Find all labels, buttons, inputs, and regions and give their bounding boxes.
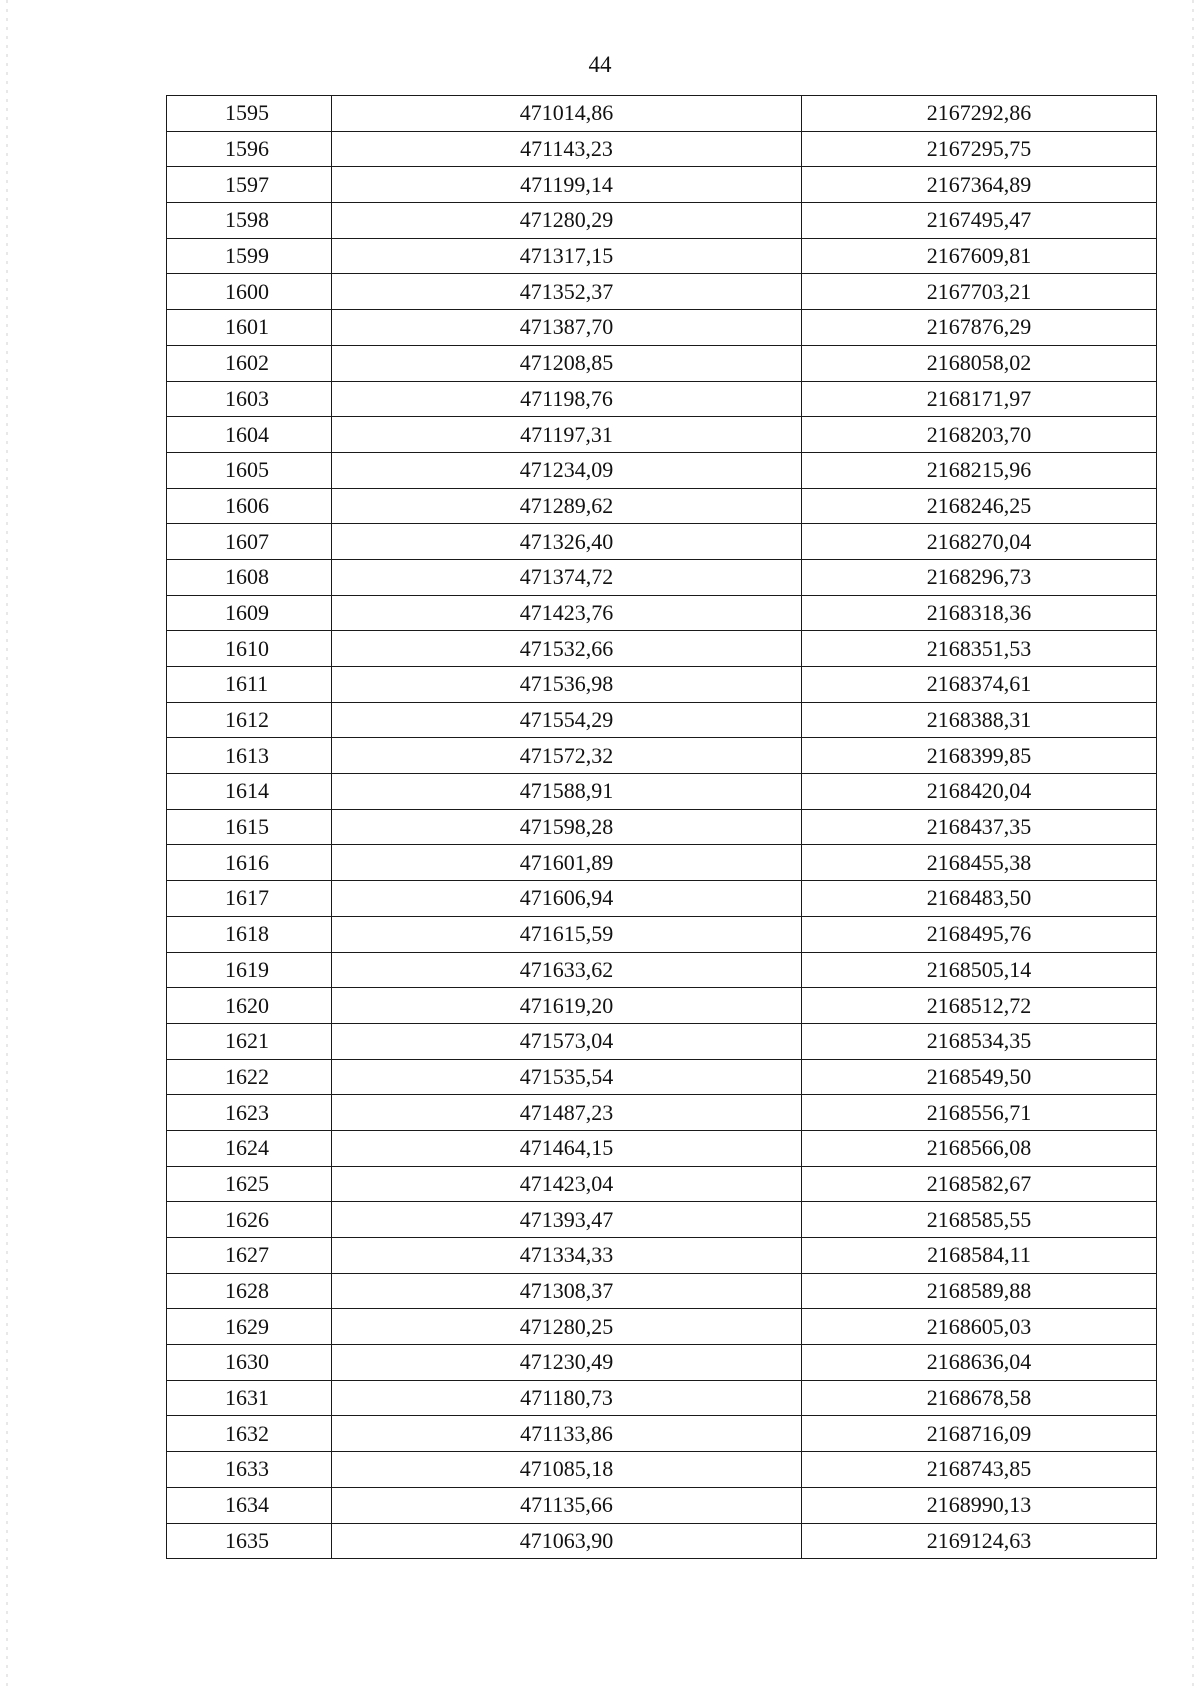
table-row: [167, 1487, 1157, 1523]
point-number-cell: 1628: [167, 1273, 332, 1309]
y-coordinate-cell: 2167295,75: [802, 131, 1157, 167]
x-coordinate-cell: 471197,31: [332, 417, 802, 453]
table-row: [167, 952, 1157, 988]
x-coordinate-cell: 471387,70: [332, 310, 802, 346]
table-row: [167, 988, 1157, 1024]
point-number-cell: 1614: [167, 774, 332, 810]
x-coordinate-cell: 471063,90: [332, 1523, 802, 1559]
x-coordinate-cell: 471633,62: [332, 952, 802, 988]
table-row: [167, 667, 1157, 703]
x-coordinate-cell: 471085,18: [332, 1452, 802, 1488]
y-coordinate-cell: 2168318,36: [802, 595, 1157, 631]
point-number-cell: 1620: [167, 988, 332, 1024]
table-row: [167, 417, 1157, 453]
x-coordinate-cell: 471423,76: [332, 595, 802, 631]
coordinates-table-body: [167, 96, 1157, 1559]
table-row: [167, 381, 1157, 417]
point-number-cell: 1617: [167, 881, 332, 917]
point-number-cell: 1621: [167, 1023, 332, 1059]
y-coordinate-cell: 2168203,70: [802, 417, 1157, 453]
x-coordinate-cell: 471487,23: [332, 1095, 802, 1131]
table-row: [167, 1452, 1157, 1488]
y-coordinate-cell: 2168171,97: [802, 381, 1157, 417]
y-coordinate-cell: 2168556,71: [802, 1095, 1157, 1131]
point-number-cell: 1600: [167, 274, 332, 310]
table-row: [167, 452, 1157, 488]
table-row: [167, 738, 1157, 774]
y-coordinate-cell: 2167364,89: [802, 167, 1157, 203]
table-row: [167, 1059, 1157, 1095]
x-coordinate-cell: 471619,20: [332, 988, 802, 1024]
y-coordinate-cell: 2169124,63: [802, 1523, 1157, 1559]
x-coordinate-cell: 471423,04: [332, 1166, 802, 1202]
x-coordinate-cell: 471606,94: [332, 881, 802, 917]
table-row: [167, 1166, 1157, 1202]
table-row: [167, 274, 1157, 310]
x-coordinate-cell: 471615,59: [332, 916, 802, 952]
point-number-cell: 1601: [167, 310, 332, 346]
page-number: 44: [588, 52, 612, 77]
x-coordinate-cell: 471208,85: [332, 345, 802, 381]
y-coordinate-cell: 2168270,04: [802, 524, 1157, 560]
y-coordinate-cell: 2167609,81: [802, 238, 1157, 274]
x-coordinate-cell: 471308,37: [332, 1273, 802, 1309]
x-coordinate-cell: 471393,47: [332, 1202, 802, 1238]
table-row: [167, 1416, 1157, 1452]
point-number-cell: 1609: [167, 595, 332, 631]
point-number-cell: 1610: [167, 631, 332, 667]
y-coordinate-cell: 2168990,13: [802, 1487, 1157, 1523]
table-row: [167, 1130, 1157, 1166]
table-row: [167, 1273, 1157, 1309]
table-row: [167, 1202, 1157, 1238]
table-row: [167, 1380, 1157, 1416]
x-coordinate-cell: 471198,76: [332, 381, 802, 417]
x-coordinate-cell: 471532,66: [332, 631, 802, 667]
table-row: [167, 1238, 1157, 1274]
y-coordinate-cell: 2167876,29: [802, 310, 1157, 346]
x-coordinate-cell: 471464,15: [332, 1130, 802, 1166]
point-number-cell: 1629: [167, 1309, 332, 1345]
point-number-cell: 1604: [167, 417, 332, 453]
point-number-cell: 1627: [167, 1238, 332, 1274]
x-coordinate-cell: 471352,37: [332, 274, 802, 310]
point-number-cell: 1616: [167, 845, 332, 881]
y-coordinate-cell: 2168455,38: [802, 845, 1157, 881]
x-coordinate-cell: 471135,66: [332, 1487, 802, 1523]
y-coordinate-cell: 2168483,50: [802, 881, 1157, 917]
y-coordinate-cell: 2168716,09: [802, 1416, 1157, 1452]
point-number-cell: 1598: [167, 203, 332, 239]
scan-edge-left: [6, 0, 8, 1686]
table-row: [167, 702, 1157, 738]
point-number-cell: 1597: [167, 167, 332, 203]
y-coordinate-cell: 2168374,61: [802, 667, 1157, 703]
table-row: [167, 488, 1157, 524]
y-coordinate-cell: 2168495,76: [802, 916, 1157, 952]
point-number-cell: 1631: [167, 1380, 332, 1416]
y-coordinate-cell: 2168678,58: [802, 1380, 1157, 1416]
y-coordinate-cell: 2167292,86: [802, 96, 1157, 132]
point-number-cell: 1599: [167, 238, 332, 274]
table-row: [167, 1523, 1157, 1559]
y-coordinate-cell: 2168584,11: [802, 1238, 1157, 1274]
point-number-cell: 1605: [167, 452, 332, 488]
y-coordinate-cell: 2168534,35: [802, 1023, 1157, 1059]
x-coordinate-cell: 471234,09: [332, 452, 802, 488]
y-coordinate-cell: 2168549,50: [802, 1059, 1157, 1095]
table-row: [167, 595, 1157, 631]
x-coordinate-cell: 471326,40: [332, 524, 802, 560]
point-number-cell: 1625: [167, 1166, 332, 1202]
point-number-cell: 1607: [167, 524, 332, 560]
point-number-cell: 1634: [167, 1487, 332, 1523]
table-row: [167, 238, 1157, 274]
table-row: [167, 1023, 1157, 1059]
x-coordinate-cell: 471374,72: [332, 559, 802, 595]
point-number-cell: 1630: [167, 1345, 332, 1381]
point-number-cell: 1633: [167, 1452, 332, 1488]
point-number-cell: 1611: [167, 667, 332, 703]
x-coordinate-cell: 471143,23: [332, 131, 802, 167]
point-number-cell: 1624: [167, 1130, 332, 1166]
y-coordinate-cell: 2168636,04: [802, 1345, 1157, 1381]
coordinates-table: [166, 95, 1157, 1559]
table-row: [167, 774, 1157, 810]
point-number-cell: 1602: [167, 345, 332, 381]
y-coordinate-cell: 2168512,72: [802, 988, 1157, 1024]
table-row: [167, 131, 1157, 167]
point-number-cell: 1615: [167, 809, 332, 845]
table-row: [167, 203, 1157, 239]
x-coordinate-cell: 471598,28: [332, 809, 802, 845]
x-coordinate-cell: 471180,73: [332, 1380, 802, 1416]
point-number-cell: 1622: [167, 1059, 332, 1095]
y-coordinate-cell: 2168215,96: [802, 452, 1157, 488]
table-row: [167, 345, 1157, 381]
y-coordinate-cell: 2168582,67: [802, 1166, 1157, 1202]
table-row: [167, 167, 1157, 203]
x-coordinate-cell: 471588,91: [332, 774, 802, 810]
point-number-cell: 1603: [167, 381, 332, 417]
point-number-cell: 1623: [167, 1095, 332, 1131]
scan-edge-right: [1192, 0, 1194, 1686]
point-number-cell: 1606: [167, 488, 332, 524]
x-coordinate-cell: 471554,29: [332, 702, 802, 738]
x-coordinate-cell: 471573,04: [332, 1023, 802, 1059]
y-coordinate-cell: 2167703,21: [802, 274, 1157, 310]
table-row: [167, 845, 1157, 881]
point-number-cell: 1596: [167, 131, 332, 167]
y-coordinate-cell: 2168420,04: [802, 774, 1157, 810]
y-coordinate-cell: 2168058,02: [802, 345, 1157, 381]
point-number-cell: 1613: [167, 738, 332, 774]
y-coordinate-cell: 2168605,03: [802, 1309, 1157, 1345]
y-coordinate-cell: 2168246,25: [802, 488, 1157, 524]
x-coordinate-cell: 471289,62: [332, 488, 802, 524]
point-number-cell: 1618: [167, 916, 332, 952]
y-coordinate-cell: 2168589,88: [802, 1273, 1157, 1309]
table-row: [167, 310, 1157, 346]
point-number-cell: 1612: [167, 702, 332, 738]
x-coordinate-cell: 471133,86: [332, 1416, 802, 1452]
x-coordinate-cell: 471230,49: [332, 1345, 802, 1381]
y-coordinate-cell: 2168351,53: [802, 631, 1157, 667]
table-row: [167, 1345, 1157, 1381]
point-number-cell: 1626: [167, 1202, 332, 1238]
y-coordinate-cell: 2168437,35: [802, 809, 1157, 845]
y-coordinate-cell: 2168743,85: [802, 1452, 1157, 1488]
point-number-cell: 1632: [167, 1416, 332, 1452]
table-row: [167, 1095, 1157, 1131]
y-coordinate-cell: 2168505,14: [802, 952, 1157, 988]
point-number-cell: 1619: [167, 952, 332, 988]
y-coordinate-cell: 2168296,73: [802, 559, 1157, 595]
table-row: [167, 809, 1157, 845]
x-coordinate-cell: 471334,33: [332, 1238, 802, 1274]
table-row: [167, 881, 1157, 917]
x-coordinate-cell: 471014,86: [332, 96, 802, 132]
x-coordinate-cell: 471280,25: [332, 1309, 802, 1345]
table-row: [167, 631, 1157, 667]
table-row: [167, 1309, 1157, 1345]
x-coordinate-cell: 471199,14: [332, 167, 802, 203]
x-coordinate-cell: 471536,98: [332, 667, 802, 703]
y-coordinate-cell: 2167495,47: [802, 203, 1157, 239]
table-row: [167, 524, 1157, 560]
table-row: [167, 559, 1157, 595]
point-number-cell: 1595: [167, 96, 332, 132]
y-coordinate-cell: 2168388,31: [802, 702, 1157, 738]
x-coordinate-cell: 471317,15: [332, 238, 802, 274]
y-coordinate-cell: 2168566,08: [802, 1130, 1157, 1166]
y-coordinate-cell: 2168585,55: [802, 1202, 1157, 1238]
table-row: [167, 96, 1157, 132]
y-coordinate-cell: 2168399,85: [802, 738, 1157, 774]
point-number-cell: 1635: [167, 1523, 332, 1559]
x-coordinate-cell: 471572,32: [332, 738, 802, 774]
x-coordinate-cell: 471535,54: [332, 1059, 802, 1095]
point-number-cell: 1608: [167, 559, 332, 595]
table-row: [167, 916, 1157, 952]
x-coordinate-cell: 471280,29: [332, 203, 802, 239]
x-coordinate-cell: 471601,89: [332, 845, 802, 881]
